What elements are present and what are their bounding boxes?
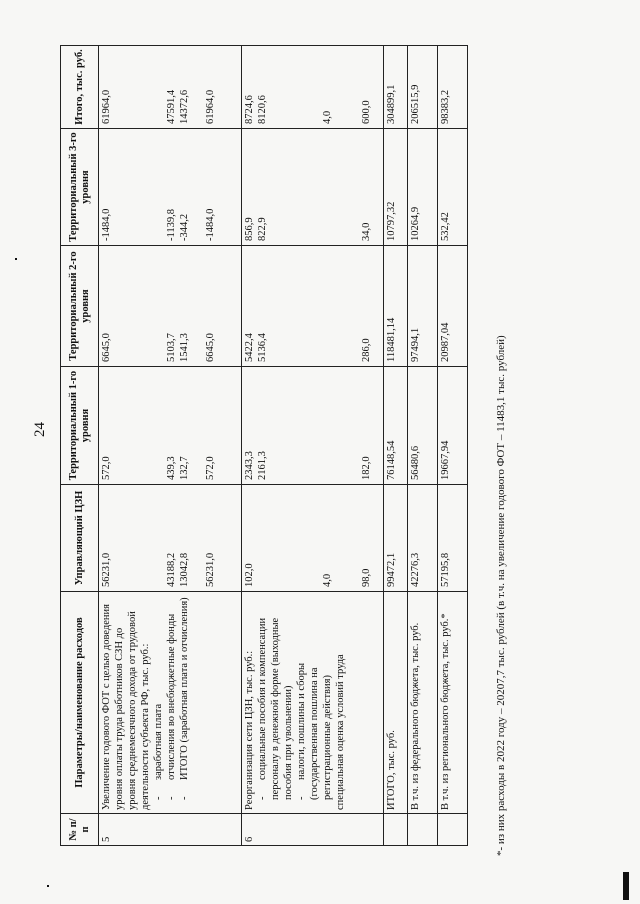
- row-tail-item: специальная оценка условий труда: [335, 654, 346, 810]
- sub-item: -социальные пособия и компенсации персоналу в денежной форме (выходные пособия при увольнении): [257, 617, 294, 800]
- total-level1: 76148,54: [384, 367, 408, 485]
- scan-speck: [15, 258, 17, 260]
- table-header-row: [61, 46, 99, 846]
- cell-level2: 5422,4 5136,4 286,0: [242, 246, 384, 367]
- federal-level2: 97494,1: [408, 246, 438, 367]
- regional-level1: 19667,94: [438, 367, 468, 485]
- cell-level3: 856,9 822,9 34,0: [242, 129, 384, 246]
- regional-level3: 532,42: [438, 129, 468, 246]
- federal-level1: 56480,6: [408, 367, 438, 485]
- totals-row: [384, 46, 408, 846]
- total-level3: 10797,32: [384, 129, 408, 246]
- rotated-table-wrapper: [60, 46, 510, 846]
- cell-managing: 102,0 4,0 98,0: [242, 485, 384, 592]
- scan-edge-mark: [623, 872, 629, 900]
- total-level2: 118481,14: [384, 246, 408, 367]
- federal-level3: 10264,9: [408, 129, 438, 246]
- cell-level3: -1484,0 -1139,8 -344,2 -1484,0: [99, 129, 242, 246]
- col-header-num: № п/п: [61, 814, 99, 846]
- cell-level2: 6645,0 5103,7 1541,3 6645,0: [99, 246, 242, 367]
- row-title: Реорганизация сети ЦЗН, тыс. руб.:: [244, 650, 255, 810]
- federal-total: 206515,9: [408, 46, 438, 129]
- federal-managing: 42276,3: [408, 485, 438, 592]
- scan-speck: [47, 885, 49, 887]
- total-sum: 304899,1: [384, 46, 408, 129]
- col-header-level1: Территориальный 1-го уровня: [61, 367, 99, 485]
- regional-budget-row: [438, 46, 468, 846]
- cell-level1: 2343,3 2161,3 182,0: [242, 367, 384, 485]
- sub-item: -налоги, пошлины и сборы (государственная пошлина на регистрационные действия): [296, 662, 333, 800]
- col-header-level2: Территориальный 2-го уровня: [61, 246, 99, 367]
- totals-label: ИТОГО, тыс. руб.: [384, 592, 408, 814]
- footnote: *- из них расходы в 2022 году – 20207,7 тыс. рублей (в т.ч. на увеличение годового ФОТ – 11483,1 тыс. рублей): [495, 335, 507, 856]
- cell-total: 61964,0 47591,4 14372,6 61964,0: [99, 46, 242, 129]
- col-header-level3: Территориальный 3-го уровня: [61, 129, 99, 246]
- sub-item: -ИТОГО (заработная плата и отчисления): [179, 597, 190, 800]
- row-title: Увеличение годового ФОТ с целью доведения уровня оплаты труда работников СЗН до уровня среднемесячного дохода от трудовой деятельности субъекта РФ, тыс. руб.:: [101, 604, 151, 810]
- sub-item: -заработная плата: [153, 703, 164, 800]
- regional-total: 98383,2: [438, 46, 468, 129]
- row-number: 6: [242, 814, 384, 846]
- page-number: 24: [32, 422, 48, 437]
- regional-level2: 20987,04: [438, 246, 468, 367]
- federal-label: В т.ч. из федерального бюджета, тыс. руб.: [408, 592, 438, 814]
- row-description: [99, 592, 242, 814]
- total-managing: 99472,1: [384, 485, 408, 592]
- federal-budget-row: [408, 46, 438, 846]
- cell-level1: 572,0 439,3 132,7 572,0: [99, 367, 242, 485]
- regional-managing: 57195,8: [438, 485, 468, 592]
- table-row: [242, 46, 384, 846]
- row-number: 5: [99, 814, 242, 846]
- col-header-name: Параметры/наименование расходов: [61, 592, 99, 814]
- col-header-managing: Управляющий ЦЗН: [61, 485, 99, 592]
- row-description: [242, 592, 384, 814]
- cell-managing: 56231,0 43188,2 13042,8 56231,0: [99, 485, 242, 592]
- expense-table: [60, 45, 468, 846]
- sub-item: -отчисления во внебюджетные фонды: [166, 613, 177, 800]
- regional-label: В т.ч. из регионального бюджета, тыс. руб.*: [438, 592, 468, 814]
- table-row: [99, 46, 242, 846]
- cell-total: 8724,6 8120,6 4,0 600,0: [242, 46, 384, 129]
- col-header-total: Итого, тыс. руб.: [61, 46, 99, 129]
